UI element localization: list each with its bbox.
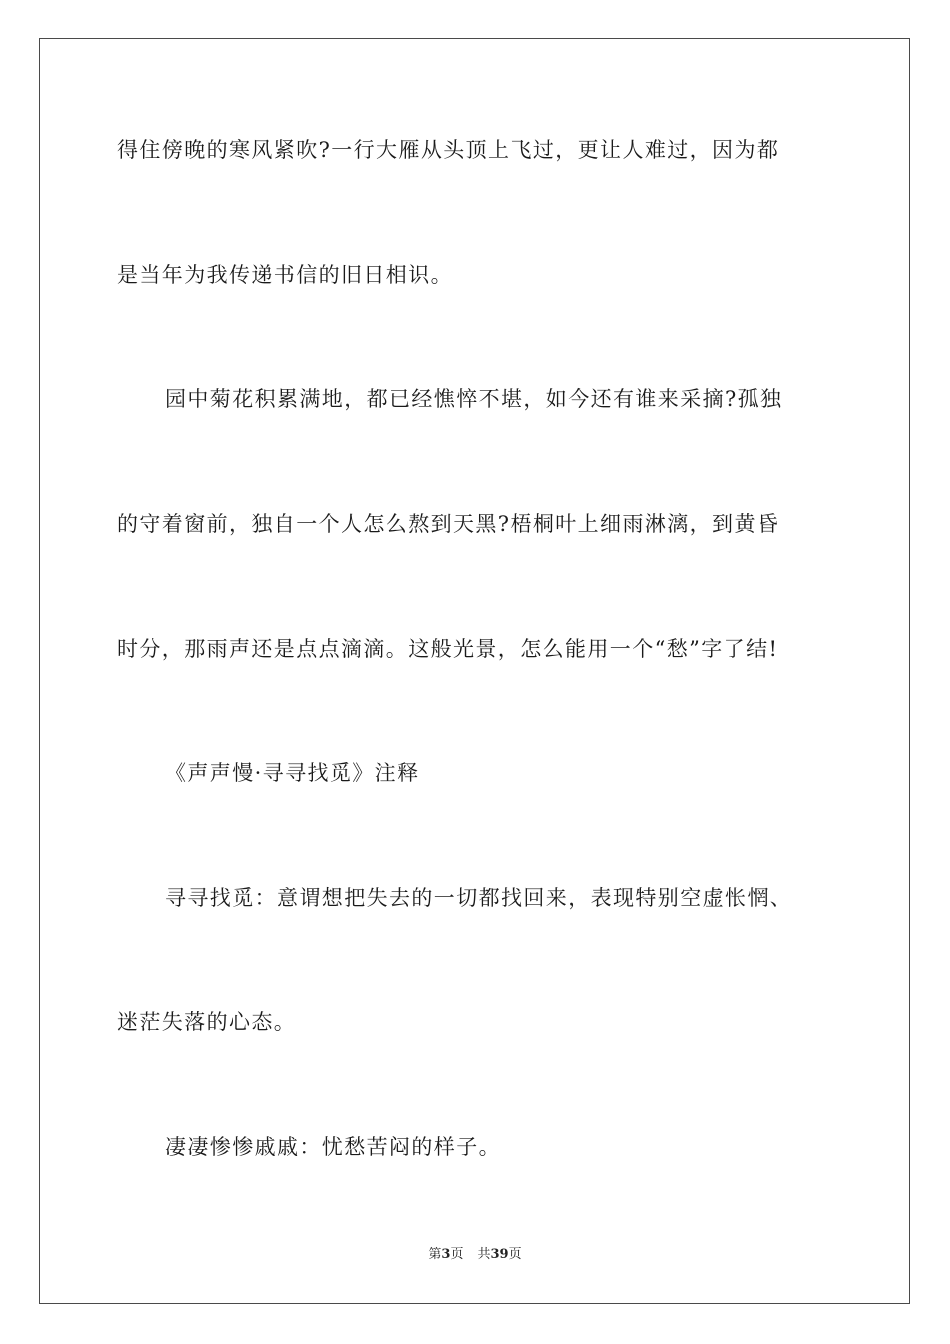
annotation-line: 寻寻找觅：意谓想把失去的一切都找回来，表现特别空虚怅惘、 bbox=[165, 886, 793, 910]
body-text-line: 是当年为我传递书信的旧日相识。 bbox=[117, 263, 453, 287]
page-prefix: 第 bbox=[428, 1247, 442, 1262]
body-text-line: 的守着窗前，独自一个人怎么熬到天黑?梧桐叶上细雨淋漓，到黄昏 bbox=[117, 512, 780, 536]
annotation-line: 迷茫失落的心态。 bbox=[117, 1010, 297, 1034]
page-number: 3 bbox=[441, 1247, 451, 1262]
annotation-line: 凄凄惨惨戚戚：忧愁苦闷的样子。 bbox=[165, 1135, 501, 1159]
page-footer bbox=[0, 1246, 950, 1264]
total-prefix: 共 bbox=[477, 1247, 491, 1262]
body-text-line: 得住傍晚的寒风紧吹?一行大雁从头顶上飞过，更让人难过，因为都 bbox=[117, 138, 780, 162]
total-suffix: 页 bbox=[508, 1247, 522, 1262]
paragraph-start-line: 园中菊花积累满地，都已经憔悴不堪，如今还有谁来采摘?孤独 bbox=[165, 387, 783, 411]
section-heading: 《声声慢·寻寻找觅》注释 bbox=[165, 761, 420, 785]
total-pages: 39 bbox=[490, 1247, 509, 1262]
body-text-line: 时分，那雨声还是点点滴滴。这般光景，怎么能用一个“愁”字了结! bbox=[117, 637, 779, 661]
page-suffix: 页 bbox=[450, 1247, 464, 1262]
page-border bbox=[39, 38, 910, 1304]
